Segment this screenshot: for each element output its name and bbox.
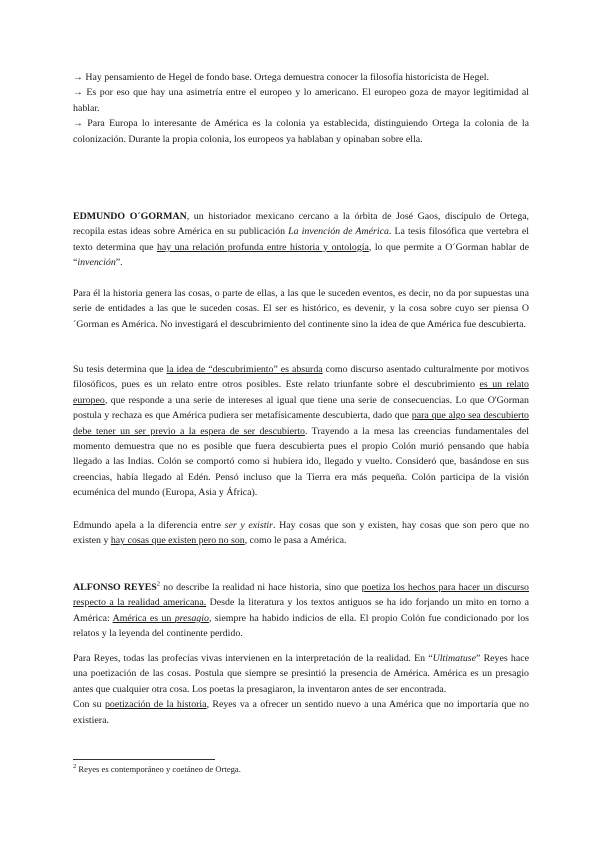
underlined-thesis: hay una relación profunda entre historia y ontología [156,241,369,253]
underlined-poetizacion: poetización de la historia [104,699,207,711]
underlined-absurda: la idea de “descubrimiento” es absurda [166,364,323,375]
footnote-separator [73,759,215,760]
bullet-hegel: → Hay pensamiento de Hegel de fondo base. Ortega demuestra conocer la filosofía historicista de Hegel. [73,72,489,83]
underlined-poetiza: poetiza los hechos para hacer un discurso respecto a la realidad americana. [73,582,529,609]
bullet-asimetria: → Es por eso que hay una asimetría entre el europeo y lo americano. El europeo goza de mayor legitimidad al hablar. [73,87,529,114]
ogorman-name: EDMUNDO O´GORMAN [73,211,187,222]
ogorman-paragraph-3: Su tesis determina que la idea de “descubrimiento” es absurda como discurso asentado culturalmente por motivos filosóficos, pues es un relato entre otros posibles. Este relato triunfante sobre el descubrimiento es un relato europeo, que responde a una serie de intereses al igual que tiene una serie de consecuencias. Lo que O'Gorman postula y rechaza es que América pudiera ser metafísicamente descubierta, dado que para que algo sea descubierto debe tener un ser previo a la espera de ser descubierto. Trayendo a la mesa las creencias fundamentales del momento demuestra que no es posible que fuera descubierta pues el propio Colón murió pensando que había llegado a las Indias. Colón se comportó como si hubiera ido, llegado y vuelto. Consideró que, basándose en sus creencias, había llegado al Edén. Pensó incluso que la Tierra era más pequeña. Colón participa de la visión ecuménica del mundo (Europa, Asia y África). [73,364,530,499]
underlined-presagio: América es un presagio [112,612,209,624]
footnote-ref: 2 [156,580,161,588]
underlined-relato-europeo: es un relato europeo [73,379,529,406]
book-title: La invención de América [288,226,389,238]
ogorman-paragraph-2: Para él la historia genera las cosas, o parte de ellas, a las que le suceden eventos, es decir, no da por supuestas una serie de entidades a las que le suceden cosas. El ser es histórico, es devenir, y la cosa sobre cuyo ser piensa O´Gorman es América. No investigará el descubrimiento del continente sino la idea de que América fue descubierta. [73,288,529,330]
ogorman-paragraph-1: EDMUNDO O´GORMAN, un historiador mexicano cercano a la órbita de José Gaos, discípulo de Ortega, recopila estas ideas sobre América en su publicación La invención de América. La tesis filosófica que vertebra el texto determina que hay una relación profunda entre historia y ontología, lo que permite a O´Gorman hablar de “invención”. [73,211,529,269]
underlined-ser-previo: para que algo sea descubierto debe tener un ser previo a la espera de ser descubierto [73,410,529,437]
bullet-colonia: → Para Europa lo interesante de América es la colonia ya establecida, distinguiendo Ortega la colonia de la colonización. Durante la propia colonia, los europeos ya hablaban y opinaban sobre ella. [73,118,529,145]
underlined-existen-no-son: hay cosas que existen pero no son [110,535,245,547]
intro-bullets [73,70,529,147]
ogorman-paragraph-4: Edmundo apela a la diferencia entre ser y existir. Hay cosas que son y existen, hay cosas que son pero que no existen y hay cosas que existen pero no son, como le pasa a América. [73,520,530,547]
reyes-paragraph-2: Para Reyes, todas las profecías vivas intervienen en la interpretación de la realidad. En “Ultimatuse” Reyes hace una poetización de las cosas. Postula que siempre se presintió la presencia de América. América es un presagio antes que cualquier otra cosa. Los poetas la presagiaron, la inventaron antes de ser encontrada. Con su poetización de la historia, Reyes va a ofrecer un sentido nuevo a una América que no importaría que no existiera. [73,653,529,726]
reyes-name: ALFONSO REYES [73,582,157,593]
reyes-paragraph-1: ALFONSO REYES$^2$ no describe la realidad ni hace historia, sino que poetiza los hechos para hacer un discurso respecto a la realidad americana. Desde la literatura y los textos antiguos se ha ido forjando un mito en torno a América: América es un presagio, siempre ha habido indicios de ella. El propio Colón fue condicionado por los relatos y la leyenda del continente perdido. [73,580,529,640]
footnote: $^2$ Reyes es contemporáneo y coetáneo de Ortega. [73,763,241,774]
